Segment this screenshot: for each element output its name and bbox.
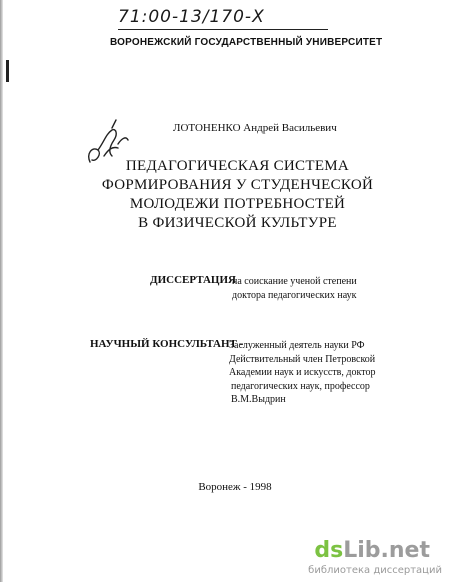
dissertation-label: ДИССЕРТАЦИЯ (150, 274, 236, 286)
consultant-line: В.М.Выдрин (231, 394, 286, 405)
consultant-line: Заслуженный деятель науки РФ (229, 340, 365, 351)
title-line: В ФИЗИЧЕСКОЙ КУЛЬТУРЕ (138, 215, 337, 231)
consultant-details (229, 339, 375, 407)
consultant-line: Академии наук и искусств, доктор (229, 367, 376, 378)
consultant-line: Действительный член Петровской (229, 353, 376, 365)
title-line: МОЛОДЕЖИ ПОТРЕБНОСТЕЙ (129, 196, 346, 212)
logo-lib: Lib (343, 538, 381, 563)
logo-ds: ds (314, 538, 344, 563)
title-line: ПЕДАГОГИЧЕСКАЯ СИСТЕМА (125, 158, 350, 174)
scan-edge-shadow (0, 0, 3, 582)
degree-line: на соискание ученой степени (232, 276, 357, 287)
dissertation-title (100, 157, 375, 233)
degree-line: доктора педагогических наук (232, 290, 357, 301)
dslib-logo (314, 538, 430, 563)
dissertation-degree (232, 275, 357, 303)
consultant-line: педагогических наук, профессор (231, 380, 370, 392)
title-line: ФОРМИРОВАНИЯ У СТУДЕНЧЕСКОЙ (101, 177, 374, 193)
logo-net: .net (380, 538, 430, 563)
city-and-year: Воронеж - 1998 (198, 481, 272, 493)
watermark-subtitle: библиотека диссертаций (308, 565, 442, 576)
dslib-watermark (308, 538, 448, 582)
consultant-label: НАУЧНЫЙ КОНСУЛЬТАНТ - (90, 338, 244, 350)
handwritten-catalog-number: 71:00-13/170-Х (118, 6, 328, 30)
author-name: ЛОТОНЕНКО Андрей Васильевич (173, 122, 337, 134)
university-name: ВОРОНЕЖСКИЙ ГОСУДАРСТВЕННЫЙ УНИВЕРСИТЕТ (110, 37, 383, 48)
scan-edge-mark (6, 60, 9, 82)
